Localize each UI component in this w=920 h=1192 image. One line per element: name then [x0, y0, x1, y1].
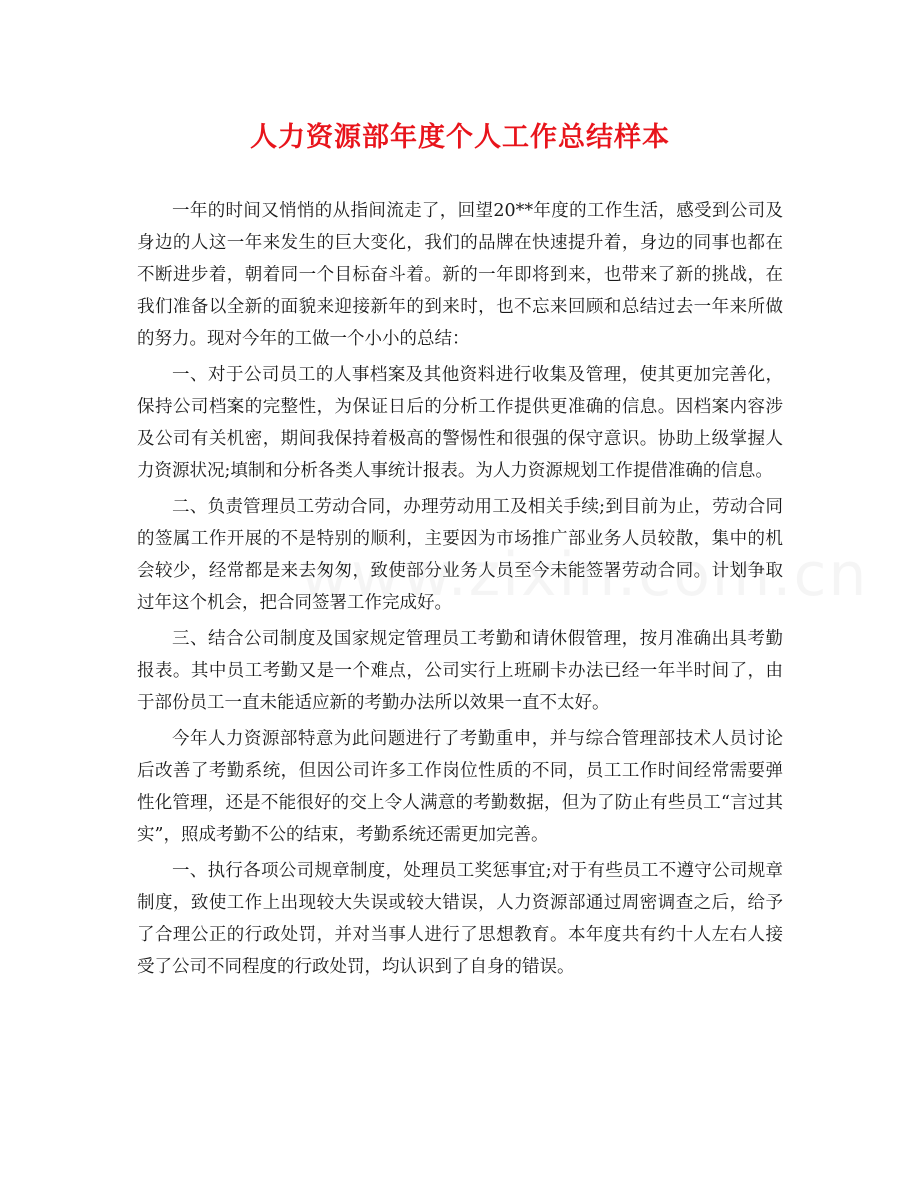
- paragraph-intro: 一年的时间又悄悄的从指间流走了，回望20**年度的工作生活，感受到公司及身边的人这一年来发生的巨大变化，我们的品牌在快速提升着，身边的同事也都在不断进步着，朝着同一个目标奋斗着。新的一年即将到来，也带来了新的挑战，在我们准备以全新的面貌来迎接新年的到来时，也不忘来回顾和总结过去一年来所做的努力。现对今年的工做一个小小的总结：: [137, 201, 783, 349]
- document-title: 人力资源部年度个人工作总结样本: [250, 122, 670, 153]
- paragraph-archives: 一、对于公司员工的人事档案及其他资料进行收集及管理，使其更加完善化，保持公司档案的完整性，为保证日后的分析工作提供更准确的信息。因档案内容涉及公司有关机密，期间我保持着极高的警惕性和很强的保守意识。协助上级掌握人力资源状况;填制和分析各类人事统计报表。为人力资源规划工作提借准确的信息。: [137, 365, 783, 481]
- document-body: [137, 195, 783, 987]
- paragraph-contracts: 二、负责管理员工劳动合同，办理劳动用工及相关手续;到目前为止，劳动合同的签属工作开展的不是特别的顺利，主要因为市场推广部业务人员较散，集中的机会较少，经常都是来去匆匆，致使部分业务人员至今未能签署劳动合同。计划争取过年这个机会，把合同签署工作完成好。: [137, 497, 783, 613]
- paragraph-attendance-system: 今年人力资源部特意为此问题进行了考勤重申，并与综合管理部技术人员讨论后改善了考勤系统，但因公司许多工作岗位性质的不同，员工工作时间经常需要弹性化管理，还是不能很好的交上令人满意的考勤数据，但为了防止有些员工“言过其实”，照成考勤不公的结束，考勤系统还需更加完善。: [137, 729, 783, 845]
- paragraph-discipline: 一、执行各项公司规章制度，处理员工奖惩事宜;对于有些员工不遵守公司规章制度，致使工作上出现较大失误或较大错误，人力资源部通过周密调查之后，给予了合理公正的行政处罚，并对当事人进行了思想教育。本年度共有约十人左右人接受了公司不同程度的行政处罚，均认识到了自身的错误。: [137, 861, 783, 977]
- paragraph-attendance: 三、结合公司制度及国家规定管理员工考勤和请休假管理，按月准确出具考勤报表。其中员工考勤又是一个难点，公司实行上班刷卡办法已经一年半时间了，由于部份员工一直未能适应新的考勤办法所以效果一直不太好。: [137, 629, 783, 713]
